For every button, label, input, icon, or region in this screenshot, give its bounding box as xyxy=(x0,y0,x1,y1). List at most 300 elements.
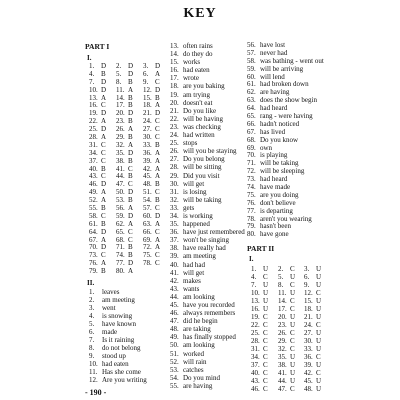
answer-number: 60. xyxy=(143,211,152,220)
part1-section2-list-right xyxy=(247,42,324,239)
answer-text: Did you visit xyxy=(183,171,220,180)
answer-number: 27. xyxy=(304,329,313,337)
answer-row xyxy=(170,244,245,252)
answer-number: 29. xyxy=(116,133,125,142)
answer-number: 38. xyxy=(170,244,179,253)
answer-row xyxy=(170,309,245,317)
answer-letter: A xyxy=(128,219,134,228)
answer-text: Is it raining xyxy=(102,336,135,344)
answer-row xyxy=(89,344,147,352)
answer-number: 16. xyxy=(89,101,98,110)
answer-number: 44. xyxy=(278,377,287,385)
answer-letter: C xyxy=(263,321,268,329)
answer-number: 68. xyxy=(116,235,125,244)
answer-number: 6. xyxy=(89,328,95,336)
answer-letter: C xyxy=(263,361,268,369)
answer-letter: D xyxy=(101,109,107,118)
answer-number: 8. xyxy=(89,344,95,352)
answer-number: 38. xyxy=(278,361,287,369)
answer-number: 54. xyxy=(170,373,179,382)
answer-row xyxy=(170,99,245,107)
answer-letter: C xyxy=(155,117,160,126)
answer-letter: U xyxy=(263,289,269,297)
answer-letter: D xyxy=(155,85,161,94)
answer-text: has finally stopped xyxy=(183,333,236,342)
answer-number: 1. xyxy=(89,288,95,296)
answer-letter: A xyxy=(155,164,161,173)
answer-number: 7. xyxy=(89,77,95,86)
answer-letter: C xyxy=(155,251,160,260)
answer-letter: C xyxy=(290,305,295,313)
answer-row xyxy=(170,382,245,390)
answer-cell xyxy=(278,377,304,385)
answer-number: 2. xyxy=(116,62,122,70)
answer-number: 28. xyxy=(170,163,179,172)
answer-number: 57. xyxy=(247,48,256,57)
answer-letter: C xyxy=(263,385,268,393)
answer-number: 12. xyxy=(89,376,98,384)
answer-letter: U xyxy=(316,281,322,289)
answer-number: 63. xyxy=(247,96,256,105)
answer-number: 59. xyxy=(116,211,125,220)
answer-text: won't be singing xyxy=(183,236,229,245)
answer-row xyxy=(170,91,245,99)
answer-text: made xyxy=(102,328,118,336)
answer-number: 25. xyxy=(89,125,98,134)
answer-number: 50. xyxy=(170,341,179,350)
answer-number: 48. xyxy=(170,325,179,334)
answer-letter: A xyxy=(101,133,107,142)
answer-number: 34. xyxy=(170,211,179,220)
answer-text: is snowing xyxy=(102,312,133,320)
answer-letter: C xyxy=(101,101,106,110)
answer-cell xyxy=(251,265,278,273)
answer-row xyxy=(170,261,245,269)
answer-letter: B xyxy=(128,196,133,205)
answer-text: makes xyxy=(183,276,201,285)
answer-number: 29. xyxy=(170,171,179,180)
answer-text: Has she come xyxy=(102,368,141,376)
answer-row xyxy=(170,180,245,188)
answer-text: had heard xyxy=(260,104,288,113)
answer-letter: C xyxy=(263,329,268,337)
answer-number: 72. xyxy=(247,167,256,176)
answer-row xyxy=(170,131,245,139)
answer-number: 16. xyxy=(170,66,179,75)
answer-letter: B xyxy=(128,93,133,102)
answer-text: was bathing - went out xyxy=(260,56,324,65)
answer-number: 1. xyxy=(89,62,95,70)
answer-number: 10. xyxy=(251,289,260,297)
answer-text: am meeting xyxy=(102,296,135,304)
answer-letter: D xyxy=(128,211,134,220)
answer-row xyxy=(170,341,245,349)
answer-text: own xyxy=(260,143,273,152)
answer-letter: C xyxy=(128,227,133,236)
answer-cell xyxy=(304,313,330,321)
answer-text: stops xyxy=(183,139,198,148)
answer-number: 7. xyxy=(251,281,257,289)
answer-row xyxy=(89,304,147,312)
answer-number: 46. xyxy=(89,180,98,189)
answer-number: 27. xyxy=(170,155,179,164)
answer-number: 56. xyxy=(247,41,256,49)
answer-number: 52. xyxy=(89,196,98,205)
answer-number: 75. xyxy=(143,251,152,260)
answer-row xyxy=(170,277,245,285)
answer-number: 30. xyxy=(304,337,313,345)
answer-letter: A xyxy=(155,101,161,110)
answer-row xyxy=(170,115,245,123)
answer-letter: B xyxy=(155,140,160,149)
answer-letter: A xyxy=(128,267,134,276)
answer-number: 59. xyxy=(247,64,256,73)
answer-number: 5. xyxy=(89,320,95,328)
answer-number: 23. xyxy=(116,117,125,126)
answer-number: 5. xyxy=(278,273,284,281)
answer-number: 37. xyxy=(170,236,179,245)
answer-number: 80. xyxy=(247,230,256,239)
answer-number: 17. xyxy=(170,74,179,83)
answer-number: 13. xyxy=(170,42,179,50)
answer-number: 35. xyxy=(278,353,287,361)
answer-number: 4. xyxy=(89,69,95,78)
answer-text: am looking xyxy=(183,341,215,350)
answer-letter: U xyxy=(290,321,296,329)
answer-number: 79. xyxy=(247,222,256,231)
answer-cell xyxy=(278,361,304,369)
answer-number: 44. xyxy=(170,292,179,301)
answer-row xyxy=(89,320,147,328)
answer-letter: A xyxy=(101,235,107,244)
answer-text: Are you writing xyxy=(102,376,147,384)
answer-letter: A xyxy=(101,93,107,102)
answer-row xyxy=(247,231,324,239)
answer-letter: B xyxy=(128,172,133,181)
answer-number: 73. xyxy=(89,251,98,260)
answer-number: 47. xyxy=(116,180,125,189)
answer-number: 45. xyxy=(170,301,179,309)
answer-letter: C xyxy=(155,227,160,236)
answer-row xyxy=(170,236,245,244)
answer-number: 38. xyxy=(116,156,125,165)
answer-row xyxy=(170,66,245,74)
answer-number: 39. xyxy=(170,252,179,261)
answer-cell xyxy=(143,260,170,268)
answer-text: have gone xyxy=(260,230,289,239)
answer-letter: C xyxy=(290,265,295,273)
answer-number: 11. xyxy=(278,289,287,297)
answer-row xyxy=(170,172,245,180)
answer-number: 65. xyxy=(116,227,125,236)
answer-number: 68. xyxy=(247,135,256,144)
answer-letter: C xyxy=(263,353,268,361)
answer-cell xyxy=(304,281,330,289)
answer-number: 4. xyxy=(89,312,95,320)
answer-letter: U xyxy=(316,273,322,281)
answer-row xyxy=(170,317,245,325)
answer-number: 47. xyxy=(278,385,287,393)
answer-number: 41. xyxy=(278,369,287,377)
answer-letter: D xyxy=(101,180,107,189)
answer-number: 19. xyxy=(170,90,179,99)
answer-number: 31. xyxy=(170,187,179,196)
answer-letter: U xyxy=(316,305,322,313)
answer-letter: U xyxy=(316,265,322,273)
answer-letter: D xyxy=(128,188,134,197)
answer-text: never had xyxy=(260,48,288,57)
answer-number: 20. xyxy=(170,98,179,107)
answer-cell xyxy=(251,385,278,393)
answer-number: 30. xyxy=(170,179,179,188)
answer-letter: D xyxy=(155,211,161,220)
answer-letter: C xyxy=(290,337,295,345)
answer-number: 53. xyxy=(116,196,125,205)
answer-letter: U xyxy=(290,377,296,385)
answer-cell xyxy=(304,265,330,273)
answer-cell xyxy=(278,289,304,297)
answer-number: 23. xyxy=(170,122,179,131)
answer-number: 77. xyxy=(247,206,256,215)
answer-number: 32. xyxy=(116,140,125,149)
answer-number: 26. xyxy=(116,125,125,134)
answer-number: 36. xyxy=(304,353,313,361)
answer-text: had had xyxy=(183,260,205,269)
answer-cell xyxy=(251,329,278,337)
answer-cell xyxy=(251,297,278,305)
answer-text: happened xyxy=(183,220,210,229)
answer-text: was checking xyxy=(183,122,221,131)
answer-number: 39. xyxy=(143,156,152,165)
answer-number: 14. xyxy=(170,50,179,59)
answer-number: 40. xyxy=(170,260,179,269)
answer-letter: D xyxy=(101,227,107,236)
answer-text: catches xyxy=(183,365,204,374)
answer-number: 15. xyxy=(304,297,313,305)
answer-number: 22. xyxy=(170,114,179,123)
answer-letter: U xyxy=(263,305,269,313)
answer-number: 41. xyxy=(116,164,125,173)
answer-row xyxy=(170,325,245,333)
answer-number: 42. xyxy=(304,369,313,377)
answer-number: 72. xyxy=(143,243,152,252)
answer-number: 18. xyxy=(143,101,152,110)
answer-letter: C xyxy=(155,133,160,142)
answer-letter: A xyxy=(101,117,107,126)
answer-text: will rain xyxy=(183,357,207,366)
answer-letter: C xyxy=(263,345,268,353)
answer-letter: A xyxy=(128,125,134,134)
answer-number: 12. xyxy=(304,289,313,297)
answer-text: Do you like xyxy=(183,106,217,115)
answer-number: 30. xyxy=(143,133,152,142)
answer-number: 67. xyxy=(247,127,256,136)
answer-number: 20. xyxy=(116,109,125,118)
answer-number: 14. xyxy=(116,93,125,102)
answer-cell xyxy=(251,337,278,345)
answer-letter: A xyxy=(155,156,161,165)
answer-row xyxy=(89,288,147,296)
answer-number: 26. xyxy=(170,147,179,156)
answer-cell xyxy=(251,361,278,369)
answer-number: 34. xyxy=(89,148,98,157)
answer-letter: U xyxy=(290,313,296,321)
answer-number: 43. xyxy=(251,377,260,385)
answer-number: 2. xyxy=(89,296,95,304)
answer-text: has lived xyxy=(260,127,286,136)
answer-number: 25. xyxy=(170,139,179,148)
answer-number: 40. xyxy=(251,369,260,377)
answer-cell xyxy=(278,297,304,305)
answer-number: 19. xyxy=(89,109,98,118)
answer-row xyxy=(89,352,147,360)
answer-cell xyxy=(251,289,278,297)
answer-row xyxy=(89,312,147,320)
answer-cell xyxy=(304,377,330,385)
answer-text: does the show begin xyxy=(260,96,317,105)
answer-letter: U xyxy=(290,289,296,297)
answer-letter: C xyxy=(263,313,268,321)
answer-row xyxy=(170,155,245,163)
answer-number: 18. xyxy=(170,82,179,91)
page-title: KEY xyxy=(183,6,217,21)
answer-number: 12. xyxy=(143,85,152,94)
answer-row xyxy=(247,66,324,74)
answer-row xyxy=(170,147,245,155)
answer-text: will be arriving xyxy=(260,64,304,73)
part1-heading: PART I xyxy=(85,42,110,51)
answer-number: 46. xyxy=(170,309,179,318)
answer-number: 23. xyxy=(278,321,287,329)
answer-row xyxy=(170,374,245,382)
answer-row xyxy=(170,269,245,277)
answer-number: 60. xyxy=(247,72,256,81)
answer-number: 66. xyxy=(143,227,152,236)
answer-row xyxy=(89,376,147,384)
answer-cell xyxy=(251,369,278,377)
answer-row xyxy=(170,58,245,66)
answer-text: will be having xyxy=(183,114,224,123)
answer-number: 14. xyxy=(278,297,287,305)
answer-number: 48. xyxy=(143,180,152,189)
answer-letter: C xyxy=(101,172,106,181)
answer-text: stood up xyxy=(102,352,126,360)
answer-number: 33. xyxy=(170,203,179,212)
answer-letter: U xyxy=(316,297,322,305)
answer-number: 58. xyxy=(247,56,256,65)
part1-section2-list-left xyxy=(89,288,147,384)
answer-letter: C xyxy=(290,329,295,337)
answer-row xyxy=(170,212,245,220)
answer-row xyxy=(170,301,245,309)
answer-cell xyxy=(304,321,330,329)
answer-letter: A xyxy=(101,188,107,197)
answer-letter: C xyxy=(128,235,133,244)
answer-number: 42. xyxy=(143,164,152,173)
answer-letter: C xyxy=(155,204,160,213)
answer-cell xyxy=(116,268,143,276)
answer-text: will be sleeping xyxy=(260,167,305,176)
answer-number: 34. xyxy=(251,353,260,361)
answer-letter: A xyxy=(155,69,161,78)
answer-letter: C xyxy=(290,297,295,305)
answer-number: 39. xyxy=(304,361,313,369)
answer-number: 18. xyxy=(304,305,313,313)
answer-number: 37. xyxy=(89,156,98,165)
answer-letter: D xyxy=(128,259,134,268)
answer-text: are you baking xyxy=(183,82,225,91)
answer-number: 7. xyxy=(89,336,95,344)
answer-cell xyxy=(304,353,330,361)
answer-letter: C xyxy=(101,148,106,157)
answer-number: 8. xyxy=(278,281,284,289)
answer-number: 74. xyxy=(116,251,125,260)
answer-number: 11. xyxy=(116,85,125,94)
answer-number: 43. xyxy=(170,284,179,293)
answer-cell xyxy=(251,305,278,313)
answer-number: 47. xyxy=(170,317,179,326)
answer-letter: C xyxy=(316,369,321,377)
answer-number: 42. xyxy=(170,276,179,285)
answer-cell xyxy=(278,273,304,281)
answer-number: 32. xyxy=(170,195,179,204)
answer-number: 65. xyxy=(247,112,256,121)
answer-number: 6. xyxy=(143,69,149,78)
answer-letter: C xyxy=(101,251,106,260)
answer-number: 75. xyxy=(247,190,256,199)
answer-letter: B xyxy=(128,243,133,252)
answer-row xyxy=(170,139,245,147)
answer-text: aren't you wearing xyxy=(260,214,312,223)
answer-text: have really had xyxy=(183,244,226,253)
answer-number: 58. xyxy=(89,211,98,220)
answer-row xyxy=(170,366,245,374)
answer-number: 24. xyxy=(304,321,313,329)
answer-number: 64. xyxy=(89,227,98,236)
answer-number: 13. xyxy=(251,297,260,305)
answer-text: have made xyxy=(260,183,291,192)
answer-number: 55. xyxy=(89,204,98,213)
answer-number: 71. xyxy=(247,159,256,168)
answer-number: 53. xyxy=(170,365,179,374)
answer-number: 76. xyxy=(247,198,256,207)
answer-number: 5. xyxy=(116,69,122,78)
answer-text: is losing xyxy=(183,187,207,196)
answer-number: 28. xyxy=(251,337,260,345)
answer-cell xyxy=(278,321,304,329)
answer-number: 11. xyxy=(89,368,98,376)
answer-number: 33. xyxy=(304,345,313,353)
answer-number: 21. xyxy=(143,109,152,118)
answer-text: is working xyxy=(183,211,213,220)
answer-number: 2. xyxy=(278,265,284,273)
part1-section1-label: I. xyxy=(87,54,92,62)
answer-text: Do you know xyxy=(260,135,299,144)
answer-number: 31. xyxy=(251,345,260,353)
answer-number: 3. xyxy=(143,62,149,70)
answer-row xyxy=(170,163,245,171)
answer-row xyxy=(89,336,147,344)
answer-text: are having xyxy=(183,381,213,390)
answer-text: leaves xyxy=(102,288,120,296)
answer-number: 67. xyxy=(89,235,98,244)
answer-letter: A xyxy=(101,259,107,268)
answer-text: will get xyxy=(183,268,205,277)
answer-letter: C xyxy=(316,289,321,297)
answer-letter: C xyxy=(155,259,160,268)
answer-cell xyxy=(304,273,330,281)
answer-letter: B xyxy=(155,93,160,102)
